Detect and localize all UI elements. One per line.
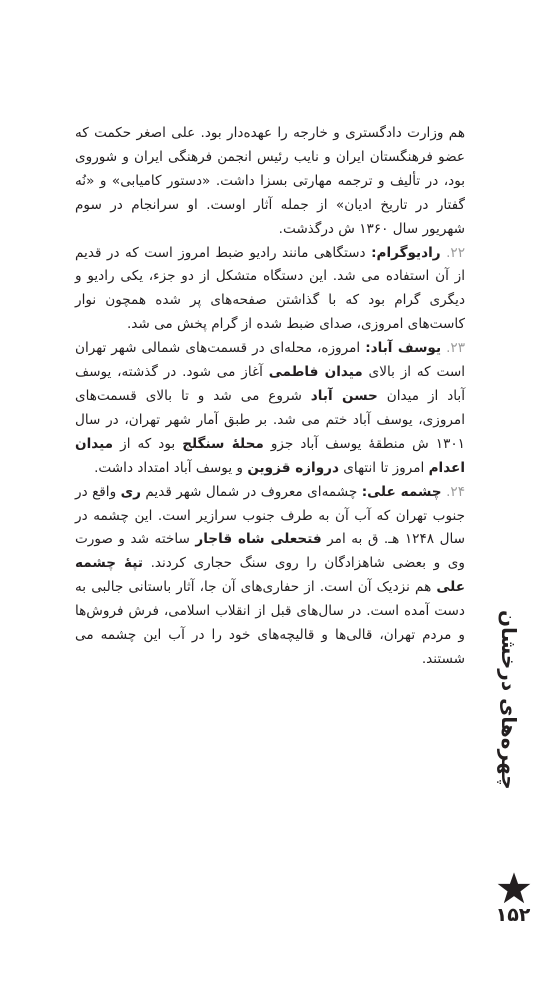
- paragraph: [75, 242, 465, 338]
- text-run: چشمه‌ای معروف در شمال شهر قدیم: [140, 483, 362, 500]
- bold-term: چشمه علی:: [361, 483, 442, 500]
- bold-term: رادیوگرام:: [371, 244, 441, 261]
- bold-term: تپهٔ چشمه علی: [75, 555, 465, 596]
- bold-term: محلهٔ سنگلج: [182, 435, 264, 452]
- bold-term: دروازه قزوین: [247, 459, 339, 476]
- paragraph: [75, 337, 465, 480]
- text-run: آغاز می شود. در گذشته، یوسف آباد از میدان: [75, 364, 465, 404]
- bold-term: ری: [120, 483, 141, 500]
- bold-term: میدان اعدام: [75, 435, 465, 476]
- note-number: ۲۲.: [446, 244, 465, 261]
- bold-term: حسن آباد: [310, 387, 378, 404]
- text-run: دستگاهی مانند رادیو ضبط امروز است که در قدیم از آن استفاده می شد. این دستگاه متشکل از دو جزء، یکی رادیو و دیگری گرام بود که با گذاشتن صفحه‌های پر شده همچون نوار کاست‌های امروزی، صدای ضبط شده از گرام پخش می شد.: [75, 244, 465, 333]
- text-run: ساخته شد و صورت وی و بعضی شاهزادگان را روی سنگ حجاری کردند.: [75, 531, 465, 572]
- bold-term: یوسف آباد:: [365, 340, 442, 357]
- paragraph: [75, 481, 465, 672]
- page-number: ۱۵۲: [495, 904, 531, 926]
- bold-term: فتحعلی شاه قاجار: [195, 531, 322, 548]
- text-run: امروز تا انتهای: [338, 459, 429, 476]
- text-run: و یوسف آباد امتداد داشت.: [94, 459, 248, 476]
- bold-term: میدان فاطمی: [268, 364, 363, 381]
- note-number: ۲۴.: [446, 483, 466, 500]
- text-run: بود که از: [113, 435, 183, 452]
- text-run: هم نزدیک آن است. از حفاری‌های آن جا، آثار باستانی جالبی به دست آمده است. در سال‌های قبل از انقلاب اسلامی، فرش فروش‌ها و مردم تهران، قالی‌ها و قالیچه‌های خود را در آب این چشمه می شستند.: [75, 579, 465, 667]
- book-title: چهره‌های درخشان: [497, 610, 521, 790]
- paragraph: [75, 122, 465, 242]
- page-body: [75, 122, 465, 672]
- star-icon: [497, 871, 531, 905]
- text-run: هم وزارت دادگستری و خارجه را عهده‌دار بود. علی اصغر حکمت که عضو فرهنگستان ایران و نایب رئیس انجمن فرهنگی ایران و شوروی بود، در تألیف و ترجمه مهارتی بسزا داشت. «دستور کامیابی» و «نُه گفتار در تاریخ ادیان» از جمله آثار اوست. او سرانجام در سوم شهریور سال ۱۳۶۰ ش درگذشت.: [75, 125, 465, 237]
- text-run: امروزه، محله‌ای در قسمت‌های شمالی شهر تهران است که از بالای: [75, 340, 466, 381]
- text-run: واقع در جنوب تهران که آب آن به طرف جنوب سرازیر است. این چشمه در سال ۱۲۴۸ هـ. ق به امر: [75, 483, 465, 548]
- text-run: شروع می شد و تا بالای قسمت‌های امروزی، یوسف آباد ختم می شد. بر طبق آمار شهر تهران، در سال ۱۳۰۱ ش منطقهٔ یوسف آباد جزو: [75, 387, 465, 452]
- note-number: ۲۳.: [446, 340, 465, 357]
